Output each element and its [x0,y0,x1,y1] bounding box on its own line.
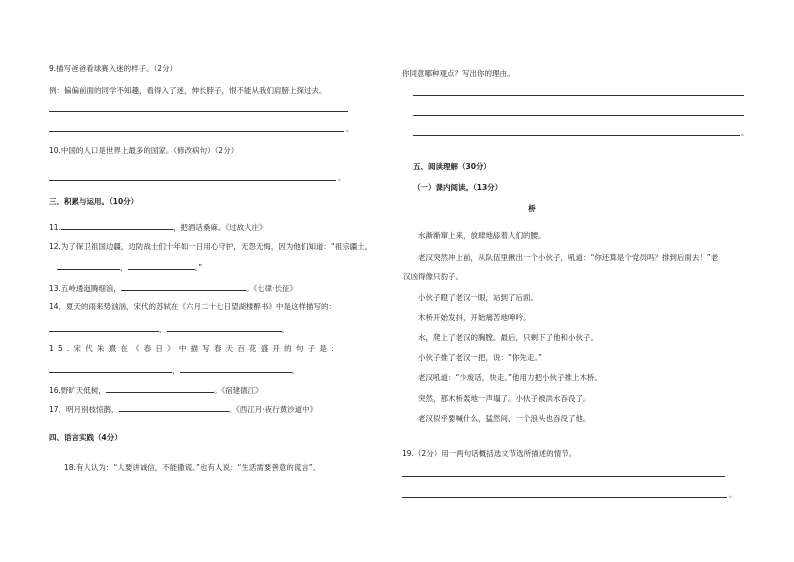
question-18-text: 18.有人认为：“人要讲诚信，不能撒谎。”也有人说：“生活需要善意的谎言”。 [64,463,321,472]
question-9-title: 9.描写爸爸看球赛入迷的样子。（2分） [49,64,178,73]
answer-blank[interactable] [167,323,282,332]
question-16-text: 16.野旷天低树， [49,386,106,395]
question-11-text: ，把酒话桑麻。《过故人庄》 [172,223,267,232]
comma-mark: ， [172,366,180,375]
period-mark: 。 [346,124,354,133]
period-mark: 。 [281,325,289,334]
answer-blank[interactable] [49,364,172,373]
story-title: 桥 [528,204,536,213]
answer-line[interactable] [402,497,727,498]
question-11 [49,221,267,233]
answer-blank[interactable] [121,282,246,291]
question-12-line1: 12.为了保卫祖国边疆，边防战士们十年如一日用心守护，无怨无悔，因为他们知道：“祖宗疆土， [49,242,373,251]
period-mark: 。 [291,366,299,375]
answer-blank[interactable] [119,403,229,412]
question-17-source: 。《西江月·夜行黄沙道中》 [228,405,318,414]
answer-blank[interactable] [57,261,120,270]
question-14-text: 14．夏天的雨来势汹汹，宋代的苏轼在《六月二十七日望湖楼醉书》中是这样描写的： [49,302,337,311]
section-4-heading: 四、语言实践（4分） [49,433,122,442]
answer-line[interactable] [402,476,725,477]
period-mark: 。 [338,173,346,182]
question-13-text: 13.五岭逶迤腾细浪， [49,284,121,293]
paragraph: 水，爬上了老汉的胸膛。最后，只剩下了他和小伙子。 [418,333,598,342]
question-19-title: 19.（2分）用一两句话概括选文节选所描述的情节。 [402,449,577,458]
paragraph: 水渐渐窜上来，放肆地舔着人们的腰。 [418,231,546,240]
answer-blank[interactable] [180,364,292,373]
comma-mark: ， [120,263,128,272]
paragraph: 小伙子推了老汉一把，说：“你先走。” [418,353,543,362]
period-mark: 。 [729,490,737,499]
section-3-heading: 三、积累与运用。（10分） [49,197,139,206]
answer-line[interactable] [413,135,740,136]
answer-blank[interactable] [106,384,214,393]
subsection-1-heading: （一）课内阅读。（13分） [413,183,503,192]
paragraph: 汉凶得像只豹子。 [403,272,463,281]
answer-line[interactable] [413,115,744,116]
question-16-source: 。《宿建德江》 [213,386,263,395]
paragraph: 老汉似乎要喊什么，猛然间，一个浪头也吞没了他。 [418,414,591,423]
question-15-text: 15.宋代朱熹在《春日》中描写春天百花盛开的句子是： [49,344,343,353]
answer-line[interactable] [413,95,744,96]
question-15-answer [49,364,299,376]
paragraph: 木桥开始发抖，开始痛苦地呻吟。 [418,313,531,322]
question-13 [49,282,297,294]
question-12-line2 [57,261,202,273]
question-17 [49,403,317,415]
answer-blank[interactable] [61,221,173,230]
question-14-answer [49,323,289,335]
question-16 [49,384,263,396]
period-mark: 。 [741,128,749,137]
comma-mark: ， [159,325,167,334]
paragraph: 老汉突然冲上前，从队伍里揪出一个小伙子，吼道：“你还算是个党员吗？排到后面去！”老 [418,253,719,262]
section-5-heading: 五、阅读理解（30分） [413,162,491,171]
answer-blank[interactable] [128,261,195,270]
question-11-number: 11. [49,223,61,232]
answer-line[interactable] [49,180,336,181]
answer-line[interactable] [49,111,348,112]
paragraph: 小伙子瞪了老汉一眼，站到了后面。 [418,293,538,302]
question-9-example: 例：偏偏前面的同学不知趣，看得入了迷，伸长脖子，恨不能从我们肩膀上探过去。 [49,86,327,95]
paragraph: 老汉吼道：“少废话，快走。”他用力把小伙子推上木桥。 [418,373,603,382]
answer-line[interactable] [49,131,344,132]
question-12-end: 。” [194,263,203,272]
question-10-title: 10.中国的人口是世界上最多的国家。（修改病句）（2分） [49,146,239,155]
answer-blank[interactable] [49,323,159,332]
question-17-text: 17．明月别枝惊鹊， [49,405,119,414]
paragraph: 突然，那木桥轰地一声塌了。小伙子被洪水吞没了。 [418,394,591,403]
question-18-continued: 你同意哪种观点？写出你的理由。 [402,69,515,78]
question-13-source: 。《七律·长征》 [245,284,298,293]
